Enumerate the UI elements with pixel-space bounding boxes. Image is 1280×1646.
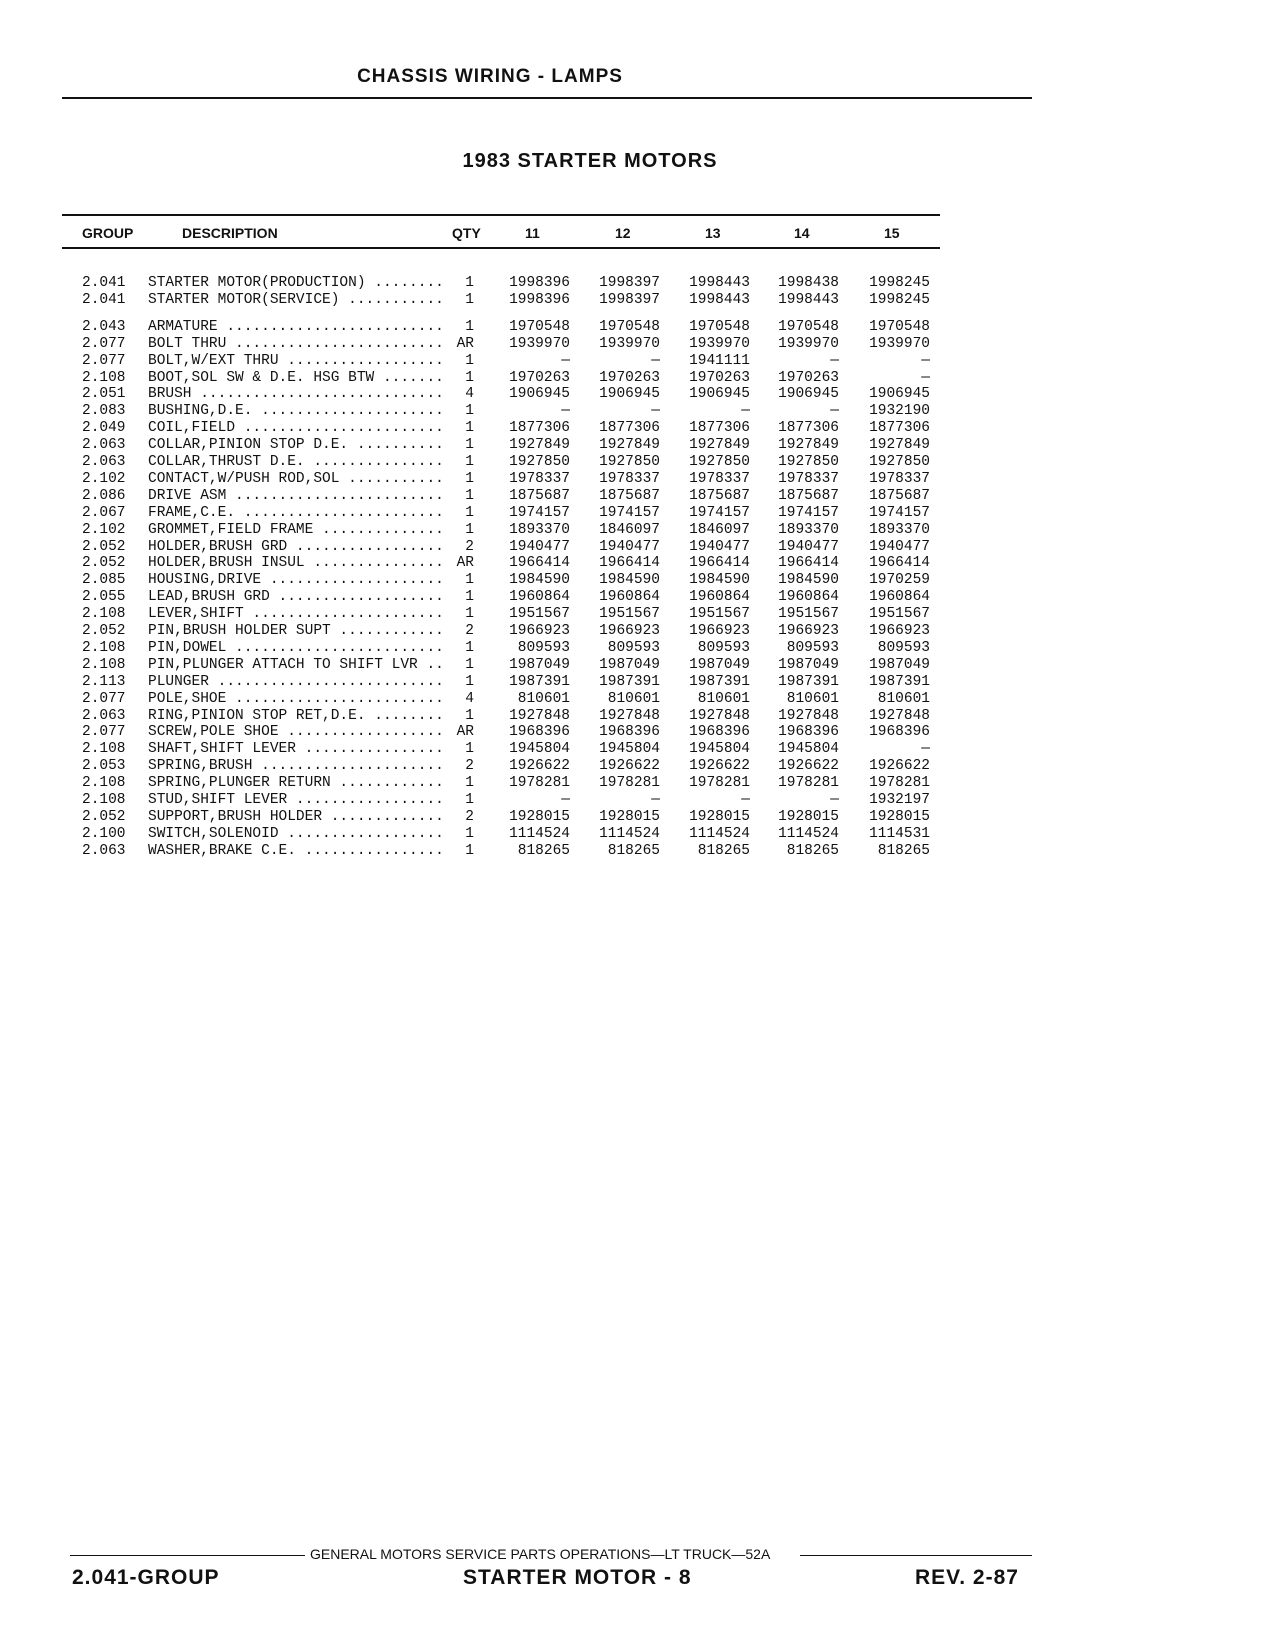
- qty-cell: 1: [465, 487, 474, 504]
- group-cell: 2.108: [82, 369, 126, 386]
- table-header-rule-top: [62, 214, 940, 216]
- qty-cell: 1: [465, 775, 474, 792]
- part-number-cell: 1951567: [689, 606, 750, 623]
- description-cell: ARMATURE .........................: [148, 318, 444, 335]
- group-cell: 2.049: [82, 420, 126, 437]
- part-number-cell: 1875687: [509, 487, 570, 504]
- part-number-cell: 1978337: [599, 470, 660, 487]
- part-number-cell: 1877306: [778, 420, 839, 437]
- part-number-cell: 1932197: [869, 792, 930, 808]
- part-number-cell: 809593: [877, 639, 930, 656]
- group-cell: 2.053: [82, 758, 126, 775]
- group-cell: 2.052: [82, 808, 126, 825]
- description-cell: PLUNGER ..........................: [148, 673, 444, 690]
- qty-cell: 1: [465, 572, 474, 589]
- part-number-cell: 1906945: [509, 386, 570, 403]
- part-number-cell: 1970548: [778, 318, 839, 335]
- qty-cell: 1: [465, 420, 474, 437]
- part-number-cell: 1940477: [778, 538, 839, 555]
- col-header-qty: QTY: [452, 225, 481, 241]
- part-number-cell: —: [921, 741, 930, 758]
- part-number-cell: 1998397: [599, 291, 660, 308]
- part-number-cell: 1966414: [509, 555, 570, 572]
- qty-cell: 1: [465, 504, 474, 521]
- qty-cell: AR: [456, 555, 474, 572]
- part-number-cell: 1114524: [778, 825, 839, 842]
- group-cell: 2.043: [82, 318, 126, 335]
- part-number-cell: 818265: [517, 842, 570, 859]
- qty-cell: 1: [465, 318, 474, 335]
- part-number-cell: 1978337: [778, 470, 839, 487]
- footer-group: 2.041-GROUP: [72, 1566, 220, 1589]
- part-number-cell: 1970548: [689, 318, 750, 335]
- part-number-cell: 1984590: [689, 572, 750, 589]
- part-number-cell: 1966414: [778, 555, 839, 572]
- part-number-cell: 1939970: [599, 335, 660, 352]
- group-cell: 2.055: [82, 589, 126, 606]
- part-number-cell: 1932190: [869, 403, 930, 420]
- group-cell: 2.052: [82, 555, 126, 572]
- qty-cell: 2: [465, 758, 474, 775]
- part-number-cell: 1966414: [869, 555, 930, 572]
- description-cell: HOUSING,DRIVE ....................: [148, 572, 444, 589]
- qty-cell: 1: [465, 639, 474, 656]
- group-cell: 2.063: [82, 842, 126, 859]
- part-number-cell: 1978281: [509, 775, 570, 792]
- part-number-cell: 1926622: [509, 758, 570, 775]
- part-number-cell: 1987391: [869, 673, 930, 690]
- part-number-cell: 1987391: [689, 673, 750, 690]
- description-cell: STUD,SHIFT LEVER .................: [148, 792, 444, 808]
- qty-cell: 1: [465, 589, 474, 606]
- part-number-cell: 1927850: [869, 454, 930, 470]
- part-number-cell: 1970263: [599, 369, 660, 386]
- part-number-cell: —: [830, 792, 839, 808]
- part-number-cell: —: [561, 352, 570, 369]
- part-number-cell: 1984590: [509, 572, 570, 589]
- group-cell: 2.041: [82, 291, 126, 308]
- part-number-cell: 1987391: [599, 673, 660, 690]
- part-number-cell: 1966923: [869, 623, 930, 639]
- part-number-cell: 1945804: [689, 741, 750, 758]
- part-number-cell: 1998396: [509, 291, 570, 308]
- group-cell: 2.077: [82, 724, 126, 741]
- part-number-cell: 1927848: [689, 707, 750, 724]
- part-number-cell: 1906945: [869, 386, 930, 403]
- part-number-cell: 818265: [786, 842, 839, 859]
- part-number-cell: 810601: [607, 690, 660, 707]
- group-cell: 2.067: [82, 504, 126, 521]
- part-number-cell: 1966414: [599, 555, 660, 572]
- part-number-cell: 1951567: [599, 606, 660, 623]
- part-number-cell: 1928015: [869, 808, 930, 825]
- part-number-cell: 1987391: [509, 673, 570, 690]
- group-cell: 2.108: [82, 639, 126, 656]
- part-number-cell: 810601: [877, 690, 930, 707]
- qty-cell: 1: [465, 275, 474, 291]
- footer-publisher: GENERAL MOTORS SERVICE PARTS OPERATIONS—LT TRUCK—52A: [310, 1546, 771, 1562]
- group-cell: 2.102: [82, 521, 126, 538]
- description-cell: FRAME,C.E. .......................: [148, 504, 444, 521]
- qty-cell: AR: [456, 724, 474, 741]
- col-header-14: 14: [794, 225, 810, 241]
- col-header-13: 13: [705, 225, 721, 241]
- table-header-rule-bottom: [62, 247, 940, 249]
- part-number-cell: 1875687: [689, 487, 750, 504]
- part-number-cell: 1960864: [599, 589, 660, 606]
- part-number-cell: 1940477: [599, 538, 660, 555]
- qty-cell: 1: [465, 454, 474, 470]
- part-number-cell: 1978281: [778, 775, 839, 792]
- part-number-cell: 1987049: [509, 656, 570, 673]
- part-number-cell: 1927849: [778, 437, 839, 454]
- part-number-cell: 1987049: [599, 656, 660, 673]
- part-number-cell: 818265: [607, 842, 660, 859]
- group-cell: 2.113: [82, 673, 126, 690]
- part-number-cell: 1978337: [689, 470, 750, 487]
- description-cell: STARTER MOTOR(PRODUCTION) ........: [148, 275, 444, 291]
- description-cell: BOOT,SOL SW & D.E. HSG BTW .......: [148, 369, 444, 386]
- group-cell: 2.077: [82, 352, 126, 369]
- part-number-cell: 1968396: [509, 724, 570, 741]
- part-number-cell: 1987049: [778, 656, 839, 673]
- part-number-cell: 1927850: [509, 454, 570, 470]
- part-number-cell: 809593: [517, 639, 570, 656]
- part-number-cell: 1951567: [509, 606, 570, 623]
- part-number-cell: 1998397: [599, 275, 660, 291]
- part-number-cell: 1928015: [689, 808, 750, 825]
- part-number-cell: 810601: [786, 690, 839, 707]
- part-number-cell: 1968396: [689, 724, 750, 741]
- part-number-cell: 1875687: [778, 487, 839, 504]
- part-number-cell: —: [651, 352, 660, 369]
- part-number-cell: 1846097: [599, 521, 660, 538]
- part-number-cell: 1987049: [869, 656, 930, 673]
- col-header-15: 15: [884, 225, 900, 241]
- part-number-cell: 1968396: [599, 724, 660, 741]
- col-header-12: 12: [615, 225, 631, 241]
- part-number-cell: 1941111: [689, 352, 750, 369]
- part-number-cell: 1928015: [509, 808, 570, 825]
- part-number-cell: 1939970: [689, 335, 750, 352]
- part-number-cell: 1906945: [599, 386, 660, 403]
- part-number-cell: —: [651, 403, 660, 420]
- part-number-cell: —: [921, 369, 930, 386]
- description-cell: WASHER,BRAKE C.E. ................: [148, 842, 444, 859]
- part-number-cell: 1114531: [869, 825, 930, 842]
- part-number-cell: 1927850: [778, 454, 839, 470]
- description-cell: BOLT,W/EXT THRU ..................: [148, 352, 444, 369]
- part-number-cell: 1987391: [778, 673, 839, 690]
- part-number-cell: —: [651, 792, 660, 808]
- group-cell: 2.085: [82, 572, 126, 589]
- group-cell: 2.052: [82, 623, 126, 639]
- part-number-cell: 1906945: [689, 386, 750, 403]
- part-number-cell: 1945804: [509, 741, 570, 758]
- part-number-cell: 1927849: [869, 437, 930, 454]
- part-number-cell: 1926622: [869, 758, 930, 775]
- part-number-cell: 1974157: [778, 504, 839, 521]
- part-number-cell: 1974157: [869, 504, 930, 521]
- part-number-cell: 1945804: [778, 741, 839, 758]
- part-number-cell: 1966414: [689, 555, 750, 572]
- part-number-cell: 1114524: [599, 825, 660, 842]
- footer-rule-right: [800, 1555, 1032, 1556]
- part-number-cell: —: [561, 792, 570, 808]
- part-number-cell: 1966923: [778, 623, 839, 639]
- description-cell: BRUSH ............................: [148, 386, 444, 403]
- part-number-cell: —: [830, 352, 839, 369]
- part-number-cell: 810601: [697, 690, 750, 707]
- group-cell: 2.102: [82, 470, 126, 487]
- part-number-cell: 1970263: [778, 369, 839, 386]
- part-number-cell: 1927848: [869, 707, 930, 724]
- col-header-description: DESCRIPTION: [182, 225, 278, 241]
- part-number-cell: 1926622: [689, 758, 750, 775]
- section-title: CHASSIS WIRING - LAMPS: [357, 66, 623, 87]
- page-title: 1983 STARTER MOTORS: [462, 150, 718, 172]
- part-number-cell: 1951567: [869, 606, 930, 623]
- group-cell: 2.108: [82, 792, 126, 808]
- description-cell: SWITCH,SOLENOID ..................: [148, 825, 444, 842]
- part-number-cell: 1939970: [869, 335, 930, 352]
- part-number-cell: 809593: [607, 639, 660, 656]
- top-rule: [62, 97, 1032, 99]
- part-number-cell: 1960864: [869, 589, 930, 606]
- part-number-cell: 1927850: [689, 454, 750, 470]
- part-number-cell: 1893370: [509, 521, 570, 538]
- part-number-cell: 1927848: [778, 707, 839, 724]
- description-cell: PIN,BRUSH HOLDER SUPT ............: [148, 623, 444, 639]
- part-number-cell: 1966923: [599, 623, 660, 639]
- part-number-cell: 1974157: [689, 504, 750, 521]
- group-cell: 2.108: [82, 656, 126, 673]
- part-number-cell: 809593: [697, 639, 750, 656]
- qty-cell: 1: [465, 352, 474, 369]
- qty-cell: 1: [465, 842, 474, 859]
- qty-cell: AR: [456, 335, 474, 352]
- part-number-cell: 1968396: [869, 724, 930, 741]
- description-cell: PIN,DOWEL ........................: [148, 639, 444, 656]
- part-number-cell: 1114524: [689, 825, 750, 842]
- qty-cell: 1: [465, 437, 474, 454]
- part-number-cell: 1951567: [778, 606, 839, 623]
- part-number-cell: 1940477: [689, 538, 750, 555]
- part-number-cell: 1978337: [509, 470, 570, 487]
- part-number-cell: 1987049: [689, 656, 750, 673]
- part-number-cell: 1928015: [778, 808, 839, 825]
- part-number-cell: 1968396: [778, 724, 839, 741]
- description-cell: LEVER,SHIFT ......................: [148, 606, 444, 623]
- description-cell: COLLAR,PINION STOP D.E. ..........: [148, 437, 444, 454]
- part-number-cell: 1998443: [689, 275, 750, 291]
- qty-cell: 1: [465, 291, 474, 308]
- col-header-group: GROUP: [82, 225, 134, 241]
- part-number-cell: 1927849: [689, 437, 750, 454]
- part-number-cell: 1927848: [599, 707, 660, 724]
- group-cell: 2.083: [82, 403, 126, 420]
- part-number-cell: 1875687: [869, 487, 930, 504]
- part-number-cell: 1927848: [509, 707, 570, 724]
- group-cell: 2.052: [82, 538, 126, 555]
- description-cell: BUSHING,D.E. .....................: [148, 403, 444, 420]
- description-cell: LEAD,BRUSH GRD ...................: [148, 589, 444, 606]
- part-number-cell: 1960864: [509, 589, 570, 606]
- part-number-cell: 1906945: [778, 386, 839, 403]
- part-number-cell: 1970259: [869, 572, 930, 589]
- part-number-cell: 1970263: [689, 369, 750, 386]
- part-number-cell: 1940477: [509, 538, 570, 555]
- footer-rule-left: [70, 1555, 305, 1556]
- part-number-cell: 1960864: [778, 589, 839, 606]
- part-number-cell: 1927849: [509, 437, 570, 454]
- part-number-cell: 1998245: [869, 275, 930, 291]
- description-cell: GROMMET,FIELD FRAME ..............: [148, 521, 444, 538]
- qty-cell: 2: [465, 538, 474, 555]
- description-cell: SCREW,POLE SHOE ..................: [148, 724, 444, 741]
- part-number-cell: 1966923: [689, 623, 750, 639]
- qty-cell: 1: [465, 741, 474, 758]
- description-cell: BOLT THRU ........................: [148, 335, 444, 352]
- part-number-cell: 1978337: [869, 470, 930, 487]
- description-cell: SPRING,PLUNGER RETURN ............: [148, 775, 444, 792]
- qty-cell: 1: [465, 673, 474, 690]
- part-number-cell: —: [741, 403, 750, 420]
- part-number-cell: 1939970: [778, 335, 839, 352]
- part-number-cell: 1114524: [509, 825, 570, 842]
- group-cell: 2.108: [82, 775, 126, 792]
- description-cell: POLE,SHOE ........................: [148, 690, 444, 707]
- footer-revision: REV. 2-87: [915, 1566, 1019, 1589]
- part-number-cell: 1998438: [778, 275, 839, 291]
- part-number-cell: 1926622: [778, 758, 839, 775]
- description-cell: STARTER MOTOR(SERVICE) ...........: [148, 291, 444, 308]
- part-number-cell: 1927850: [599, 454, 660, 470]
- group-cell: 2.063: [82, 707, 126, 724]
- part-number-cell: 1877306: [599, 420, 660, 437]
- part-number-cell: 1978281: [689, 775, 750, 792]
- qty-cell: 1: [465, 656, 474, 673]
- part-number-cell: 1877306: [509, 420, 570, 437]
- description-cell: CONTACT,W/PUSH ROD,SOL ...........: [148, 470, 444, 487]
- part-number-cell: 1974157: [509, 504, 570, 521]
- part-number-cell: 1998443: [689, 291, 750, 308]
- qty-cell: 1: [465, 792, 474, 808]
- qty-cell: 2: [465, 623, 474, 639]
- group-cell: 2.108: [82, 741, 126, 758]
- group-cell: 2.063: [82, 437, 126, 454]
- part-number-cell: 1928015: [599, 808, 660, 825]
- part-number-cell: 1945804: [599, 741, 660, 758]
- part-number-cell: 1974157: [599, 504, 660, 521]
- part-number-cell: 1893370: [869, 521, 930, 538]
- part-number-cell: 1970548: [509, 318, 570, 335]
- qty-cell: 1: [465, 521, 474, 538]
- part-number-cell: 1875687: [599, 487, 660, 504]
- part-number-cell: 818265: [877, 842, 930, 859]
- description-cell: DRIVE ASM ........................: [148, 487, 444, 504]
- part-number-cell: 1877306: [689, 420, 750, 437]
- part-number-cell: 1926622: [599, 758, 660, 775]
- group-cell: 2.051: [82, 386, 126, 403]
- qty-cell: 4: [465, 690, 474, 707]
- description-cell: RING,PINION STOP RET,D.E. ........: [148, 707, 444, 724]
- part-number-cell: 1970548: [869, 318, 930, 335]
- part-number-cell: 1998443: [778, 291, 839, 308]
- qty-cell: 1: [465, 707, 474, 724]
- part-number-cell: 1846097: [689, 521, 750, 538]
- part-number-cell: 1877306: [869, 420, 930, 437]
- qty-cell: 1: [465, 606, 474, 623]
- group-cell: 2.041: [82, 275, 126, 291]
- description-cell: COIL,FIELD .......................: [148, 420, 444, 437]
- description-cell: HOLDER,BRUSH GRD .................: [148, 538, 444, 555]
- part-number-cell: 1998245: [869, 291, 930, 308]
- part-number-cell: 1970548: [599, 318, 660, 335]
- part-number-cell: 1960864: [689, 589, 750, 606]
- group-cell: 2.108: [82, 606, 126, 623]
- group-cell: 2.077: [82, 335, 126, 352]
- description-cell: SPRING,BRUSH .....................: [148, 758, 444, 775]
- part-number-cell: —: [561, 403, 570, 420]
- part-number-cell: 809593: [786, 639, 839, 656]
- description-cell: SHAFT,SHIFT LEVER ................: [148, 741, 444, 758]
- group-cell: 2.077: [82, 690, 126, 707]
- part-number-cell: 1978281: [869, 775, 930, 792]
- description-cell: PIN,PLUNGER ATTACH TO SHIFT LVR ..: [148, 656, 444, 673]
- footer-section: STARTER MOTOR - 8: [463, 1566, 692, 1589]
- qty-cell: 1: [465, 470, 474, 487]
- col-header-11: 11: [525, 225, 540, 241]
- description-cell: COLLAR,THRUST D.E. ...............: [148, 454, 444, 470]
- part-number-cell: 1939970: [509, 335, 570, 352]
- description-cell: HOLDER,BRUSH INSUL ...............: [148, 555, 444, 572]
- part-number-cell: 1940477: [869, 538, 930, 555]
- part-number-cell: 1998396: [509, 275, 570, 291]
- part-number-cell: 818265: [697, 842, 750, 859]
- qty-cell: 4: [465, 386, 474, 403]
- part-number-cell: 1970263: [509, 369, 570, 386]
- part-number-cell: —: [921, 352, 930, 369]
- part-number-cell: 1927849: [599, 437, 660, 454]
- description-cell: SUPPORT,BRUSH HOLDER .............: [148, 808, 444, 825]
- group-cell: 2.063: [82, 454, 126, 470]
- group-cell: 2.086: [82, 487, 126, 504]
- part-number-cell: 1893370: [778, 521, 839, 538]
- part-number-cell: 1978281: [599, 775, 660, 792]
- part-number-cell: 1984590: [599, 572, 660, 589]
- part-number-cell: —: [830, 403, 839, 420]
- part-number-cell: 1966923: [509, 623, 570, 639]
- part-number-cell: 810601: [517, 690, 570, 707]
- group-cell: 2.100: [82, 825, 126, 842]
- qty-cell: 1: [465, 369, 474, 386]
- qty-cell: 2: [465, 808, 474, 825]
- qty-cell: 1: [465, 825, 474, 842]
- part-number-cell: 1984590: [778, 572, 839, 589]
- qty-cell: 1: [465, 403, 474, 420]
- part-number-cell: —: [741, 792, 750, 808]
